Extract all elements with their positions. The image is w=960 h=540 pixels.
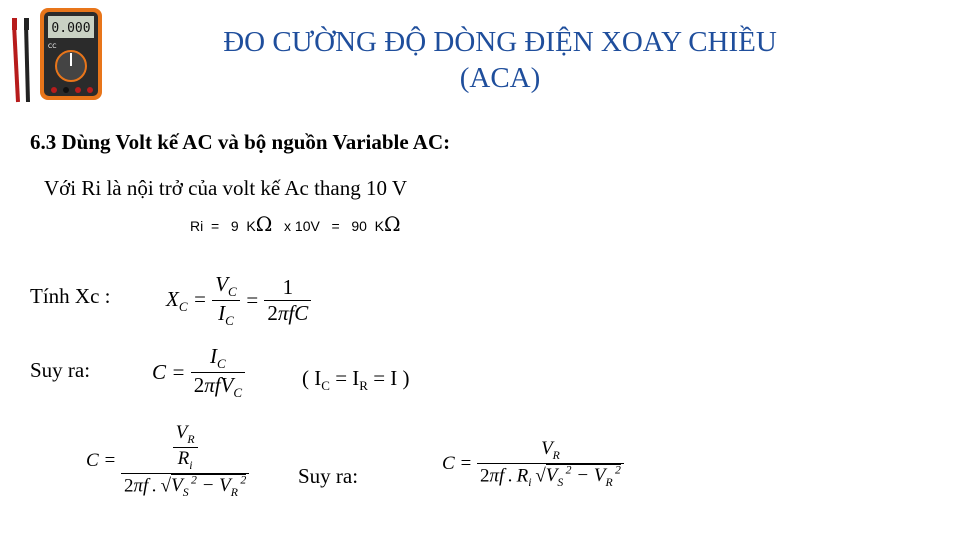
svg-text:CC: CC [48,43,57,50]
xc-label: Tính Xc : [30,284,111,308]
suyra-label-1: Suy ra: [30,358,91,382]
c-formula-1: C = $\frac{I_C}{2\pi fV_C}$ [152,344,245,401]
title-line1: ĐO CƯỜNG ĐỘ DÒNG ĐIỆN XOAY CHIỀU [223,26,777,58]
page-title [120,24,880,96]
multimeter-image [6,4,106,104]
c-formula-3: C = $\frac{V_R}{2\pi f . R_i √V_S ^2 - V_R ^2}$ [442,438,624,490]
ri-sentence: Với Ri là nội trở của volt kế Ac thang 10 V [44,176,408,200]
xc-formula: $X_C$ = $\frac{V_C}{I_C}$ = $\frac{1}{\text{2πfC}}$ [166,272,311,329]
ri-formula: Ri = 9 KΩ x 10V = 90 KΩ [190,212,401,236]
c-formula-2: C = $\frac{\frac{V_R}{R_i}}{2\pi f . √V_S ^2 - V_R ^2}$ [86,422,249,500]
section-heading: 6.3 Dùng Volt kế AC và bộ nguồn Variable AC: [30,130,451,154]
title-line2: (ACA) [459,62,541,94]
suyra-label-2: Suy ra: [298,464,359,488]
meter-display: 0.000 [51,21,91,36]
current-relation: ( $I_C = I_R = I$ ) [302,366,410,394]
